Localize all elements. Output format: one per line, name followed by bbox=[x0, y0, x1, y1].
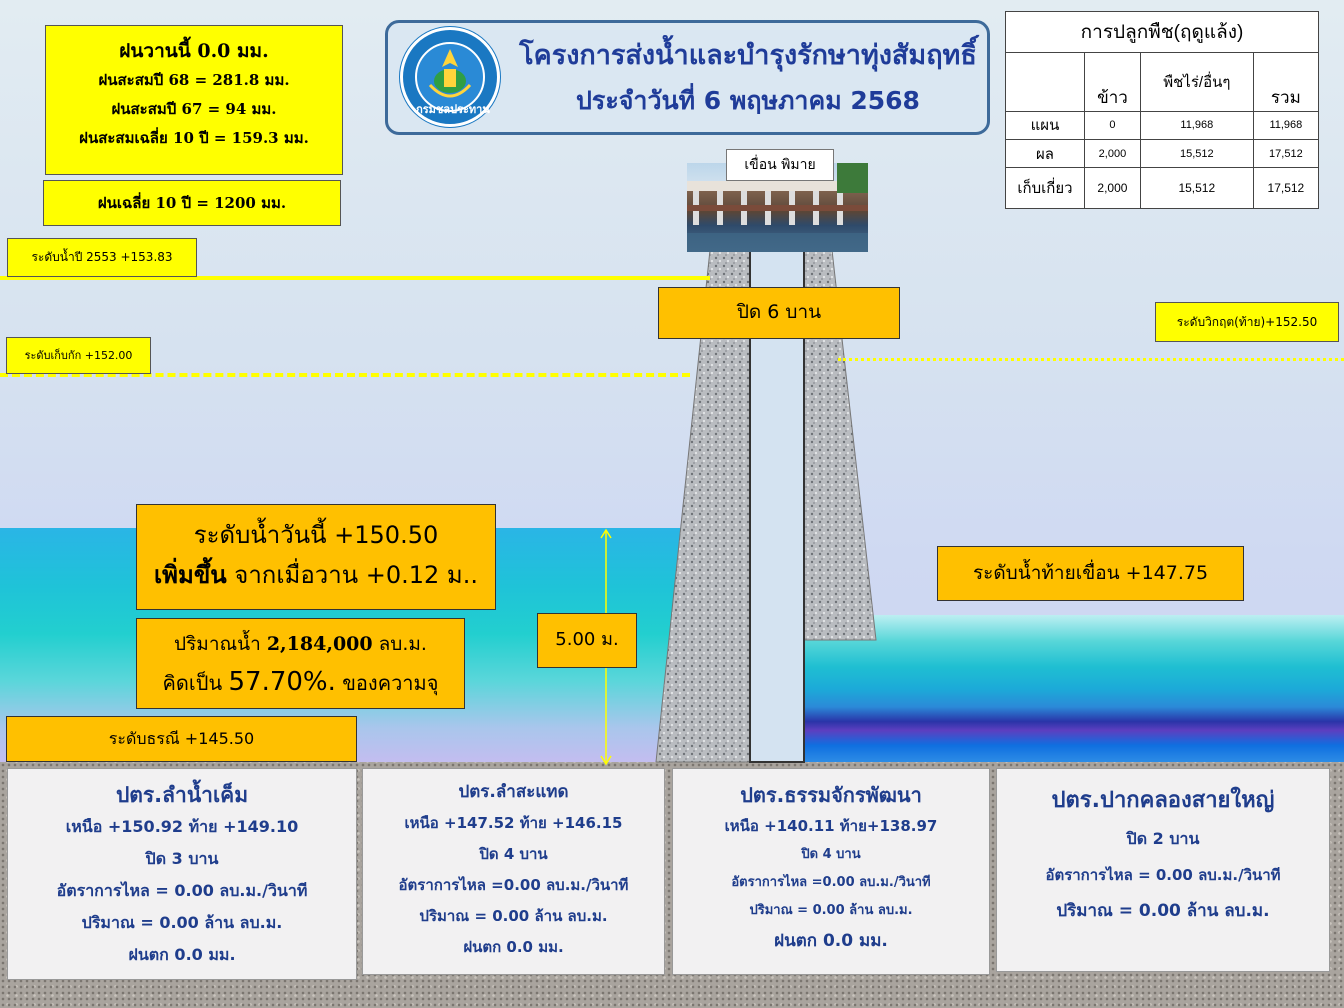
station-volume: ปริมาณ = 0.00 ล้าน ลบ.ม. bbox=[81, 913, 283, 932]
downstream-level-label: ระดับน้ำท้ายเขื่อน +147.75 bbox=[937, 546, 1244, 601]
org-name: กรมชลประทาน bbox=[416, 103, 490, 116]
station-volume: ปริมาณ = 0.00 ล้าน ลบ.ม. bbox=[419, 907, 608, 925]
page-title: โครงการส่งน้ำและบำรุงรักษาทุ่งสัมฤทธิ์ bbox=[519, 40, 977, 71]
rain-cum-67: ฝนสะสมปี 67 = 94 มม. bbox=[111, 100, 277, 118]
dam-gates-status: ปิด 6 บาน bbox=[658, 287, 900, 339]
station-flow: อัตราการไหล = 0.00 ลบ.ม./วินาที bbox=[1045, 866, 1281, 884]
crop-col-total: รวม bbox=[1253, 52, 1318, 111]
volume-line: ปริมาณน้ำ 2,184,000 ลบ.ม. bbox=[174, 633, 427, 655]
crop-table-title: การปลูกพืช(ฤดูแล้ง) bbox=[1006, 12, 1319, 53]
station-gates: ปิด 4 บาน bbox=[479, 845, 548, 863]
station-volume: ปริมาณ = 0.00 ล้าน ลบ.ม. bbox=[749, 903, 913, 918]
critical-level-line bbox=[838, 358, 1344, 361]
rain-cum-68: ฝนสะสมปี 68 = 281.8 มม. bbox=[98, 71, 290, 89]
station-levels: เหนือ +150.92 ท้าย +149.10 bbox=[65, 817, 299, 836]
downstream-water bbox=[805, 615, 1344, 763]
station-rain: ฝนตก 0.0 มม. bbox=[463, 938, 564, 956]
percent-line: คิดเป็น 57.70%. ของความจุ bbox=[162, 667, 439, 697]
station-flow: อัตราการไหล =0.00 ลบ.ม./วินาที bbox=[731, 875, 931, 890]
rain-yesterday: ฝนวานนี้ 0.0 มม. bbox=[119, 40, 269, 62]
station-flow: อัตราการไหล =0.00 ลบ.ม./วินาที bbox=[398, 876, 629, 894]
table-row: เก็บเกี่ยว 2,000 15,512 17,512 bbox=[1006, 168, 1319, 209]
station-levels: เหนือ +147.52 ท้าย +146.15 bbox=[404, 814, 623, 832]
bed-level-label: ระดับธรณี +145.50 bbox=[6, 716, 357, 762]
report-date: ประจำวันที่ 6 พฤษภาคม 2568 bbox=[576, 86, 920, 115]
table-row: ผล 2,000 15,512 17,512 bbox=[1006, 139, 1319, 167]
station-gates: ปิด 4 บาน bbox=[801, 847, 861, 862]
storage-level-label: ระดับเก็บกัก +152.00 bbox=[6, 337, 151, 374]
station-flow: อัตราการไหล = 0.00 ลบ.ม./วินาที bbox=[56, 881, 308, 900]
crop-col-field: พืชไร่/อื่นๆ bbox=[1140, 52, 1253, 111]
station-name: ปตร.ธรรมจักรพัฒนา bbox=[740, 783, 922, 807]
rain-cum-avg10: ฝนสะสมเฉลี่ย 10 ปี = 159.3 มม. bbox=[79, 129, 309, 147]
station-thammachak-phatthana bbox=[672, 768, 990, 975]
royal-irrigation-logo bbox=[400, 27, 500, 127]
dam-height-label: 5.00 ม. bbox=[537, 613, 637, 668]
header-banner bbox=[385, 20, 990, 135]
critical-level-label: ระดับวิกฤต(ท้าย)+152.50 bbox=[1155, 302, 1339, 342]
volume-box bbox=[136, 618, 465, 709]
today-level: ระดับน้ำวันนี้ +150.50 bbox=[193, 521, 439, 549]
station-name: ปตร.ลำสะแทด bbox=[458, 782, 569, 802]
dam-name-label: เขื่อน พิมาย bbox=[726, 149, 834, 181]
crop-table bbox=[1005, 11, 1319, 209]
station-gates: ปิด 3 บาน bbox=[145, 849, 219, 868]
table-row: แผน 0 11,968 11,968 bbox=[1006, 111, 1319, 139]
station-name: ปตร.ลำน้ำเค็ม bbox=[115, 783, 249, 807]
station-pak-khlong-sai-yai bbox=[996, 768, 1330, 972]
station-levels: เหนือ +140.11 ท้าย+138.97 bbox=[724, 817, 938, 835]
station-rain: ฝนตก 0.0 มม. bbox=[128, 945, 236, 964]
station-lam-nam-khem bbox=[7, 768, 357, 980]
station-volume: ปริมาณ = 0.00 ล้าน ลบ.ม. bbox=[1056, 901, 1270, 921]
record-level-label: ระดับน้ำปี 2553 +153.83 bbox=[7, 238, 197, 277]
today-level-box bbox=[136, 504, 496, 610]
station-rain: ฝนตก 0.0 มม. bbox=[774, 931, 888, 951]
crop-col-rice: ข้าว bbox=[1085, 52, 1141, 111]
station-lam-sathaet bbox=[362, 768, 665, 975]
today-change: เพิ่มขึ้น จากเมื่อวาน +0.12 ม.. bbox=[153, 561, 479, 589]
rainfall-summary bbox=[45, 25, 343, 175]
rain-avg10: ฝนเฉลี่ย 10 ปี = 1200 มม. bbox=[43, 180, 341, 226]
station-name: ปตร.ปากคลองสายใหญ่ bbox=[1051, 788, 1275, 813]
station-gates: ปิด 2 บาน bbox=[1126, 829, 1200, 848]
